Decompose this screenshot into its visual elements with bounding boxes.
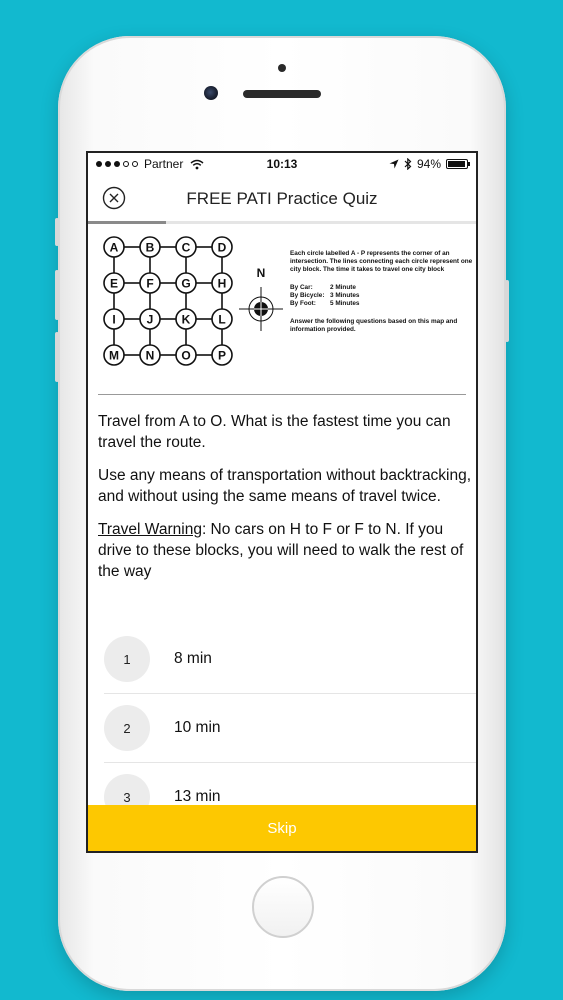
answer-list <box>88 625 476 832</box>
legend-mode-label: By Car: <box>290 284 313 291</box>
skip-button[interactable]: Skip <box>88 805 476 851</box>
signal-dot-empty-icon <box>123 161 129 167</box>
question-text <box>98 411 474 594</box>
legend-mode-label: By Bicycle: <box>290 292 325 299</box>
power-button <box>505 280 509 342</box>
status-time: 10:13 <box>266 157 298 171</box>
nav-bar <box>88 177 476 221</box>
earpiece-speaker <box>243 90 321 98</box>
volume-up-button <box>55 270 59 320</box>
page-title: FREE PATI Practice Quiz <box>186 189 378 208</box>
intersection-label: A <box>109 240 119 255</box>
battery-percent: 94% <box>416 157 441 171</box>
map-description: Each circle labelled A - P represents the corner of an intersection. The lines connecting each circle represent one city block. The time it takes to travel one city block <box>290 250 473 273</box>
travel-warning-label: Travel Warning <box>98 521 202 538</box>
signal-dot-icon <box>114 161 120 167</box>
legend-row-car <box>290 284 476 292</box>
legend-mode-time: 5 Minutes <box>330 300 360 307</box>
intersection-label: I <box>112 312 116 327</box>
front-camera <box>204 86 218 100</box>
close-button[interactable] <box>102 186 126 210</box>
question-rule: Use any means of transportation without backtracking, and without using the same means of travel twice. <box>98 467 472 505</box>
proximity-sensor <box>278 64 286 72</box>
quiz-progress-bar <box>88 221 476 224</box>
carrier-name: Partner <box>144 157 184 171</box>
intersection-label: M <box>109 348 119 363</box>
answer-number-badge: 3 <box>104 774 150 820</box>
map-legend <box>290 250 476 344</box>
intersection-label: P <box>217 348 227 363</box>
answer-option-2[interactable] <box>104 694 476 763</box>
intersection-label: J <box>146 312 154 327</box>
answer-label: 13 min <box>174 788 221 805</box>
home-button[interactable] <box>252 876 314 938</box>
intersection-label: D <box>217 240 227 255</box>
status-bar <box>88 153 476 175</box>
compass-north-label: N <box>256 266 266 280</box>
intersection-label: E <box>109 276 119 291</box>
divider <box>98 394 466 395</box>
answer-option-1[interactable] <box>104 625 476 694</box>
intersection-label: H <box>217 276 227 291</box>
answer-label: 8 min <box>174 650 212 667</box>
legend-row-bicycle <box>290 292 476 300</box>
intersection-label: B <box>145 240 155 255</box>
compass <box>236 265 286 345</box>
battery-level-fill <box>448 161 465 167</box>
answer-label: 10 min <box>174 719 221 736</box>
map-instruction: Answer the following questions based on this map and information provided. <box>290 318 458 333</box>
intersection-label: G <box>181 276 191 291</box>
question-prompt: Travel from A to O. What is the fastest time you can travel the route. <box>98 413 451 451</box>
mute-switch <box>55 218 59 246</box>
legend-row-foot <box>290 300 476 308</box>
answer-number-badge: 2 <box>104 705 150 751</box>
battery-icon <box>446 159 468 169</box>
wifi-icon <box>190 159 204 170</box>
close-circle-icon <box>102 186 126 210</box>
bluetooth-icon <box>404 158 412 170</box>
travel-warning-text: : No cars on H to F or F to N. If you drive to these blocks, you will need to walk the rest of the way <box>98 521 464 580</box>
intersection-label: L <box>218 312 226 327</box>
legend-mode-time: 2 Minute <box>330 284 356 291</box>
signal-dot-empty-icon <box>132 161 138 167</box>
intersection-label: C <box>181 240 191 255</box>
app-screen <box>86 151 478 853</box>
location-arrow-icon <box>389 159 399 169</box>
signal-strength <box>96 157 204 171</box>
intersection-label: K <box>181 312 191 327</box>
legend-mode-time: 3 Minutes <box>330 292 360 299</box>
volume-down-button <box>55 332 59 382</box>
quiz-progress-fill <box>88 221 166 224</box>
answer-number-badge: 1 <box>104 636 150 682</box>
intersection-label: F <box>146 276 154 291</box>
legend-mode-label: By Foot: <box>290 300 316 307</box>
intersection-label: N <box>145 348 155 363</box>
signal-dot-icon <box>105 161 111 167</box>
intersection-label: O <box>181 348 191 363</box>
travel-warning <box>98 519 474 582</box>
signal-dot-icon <box>96 161 102 167</box>
